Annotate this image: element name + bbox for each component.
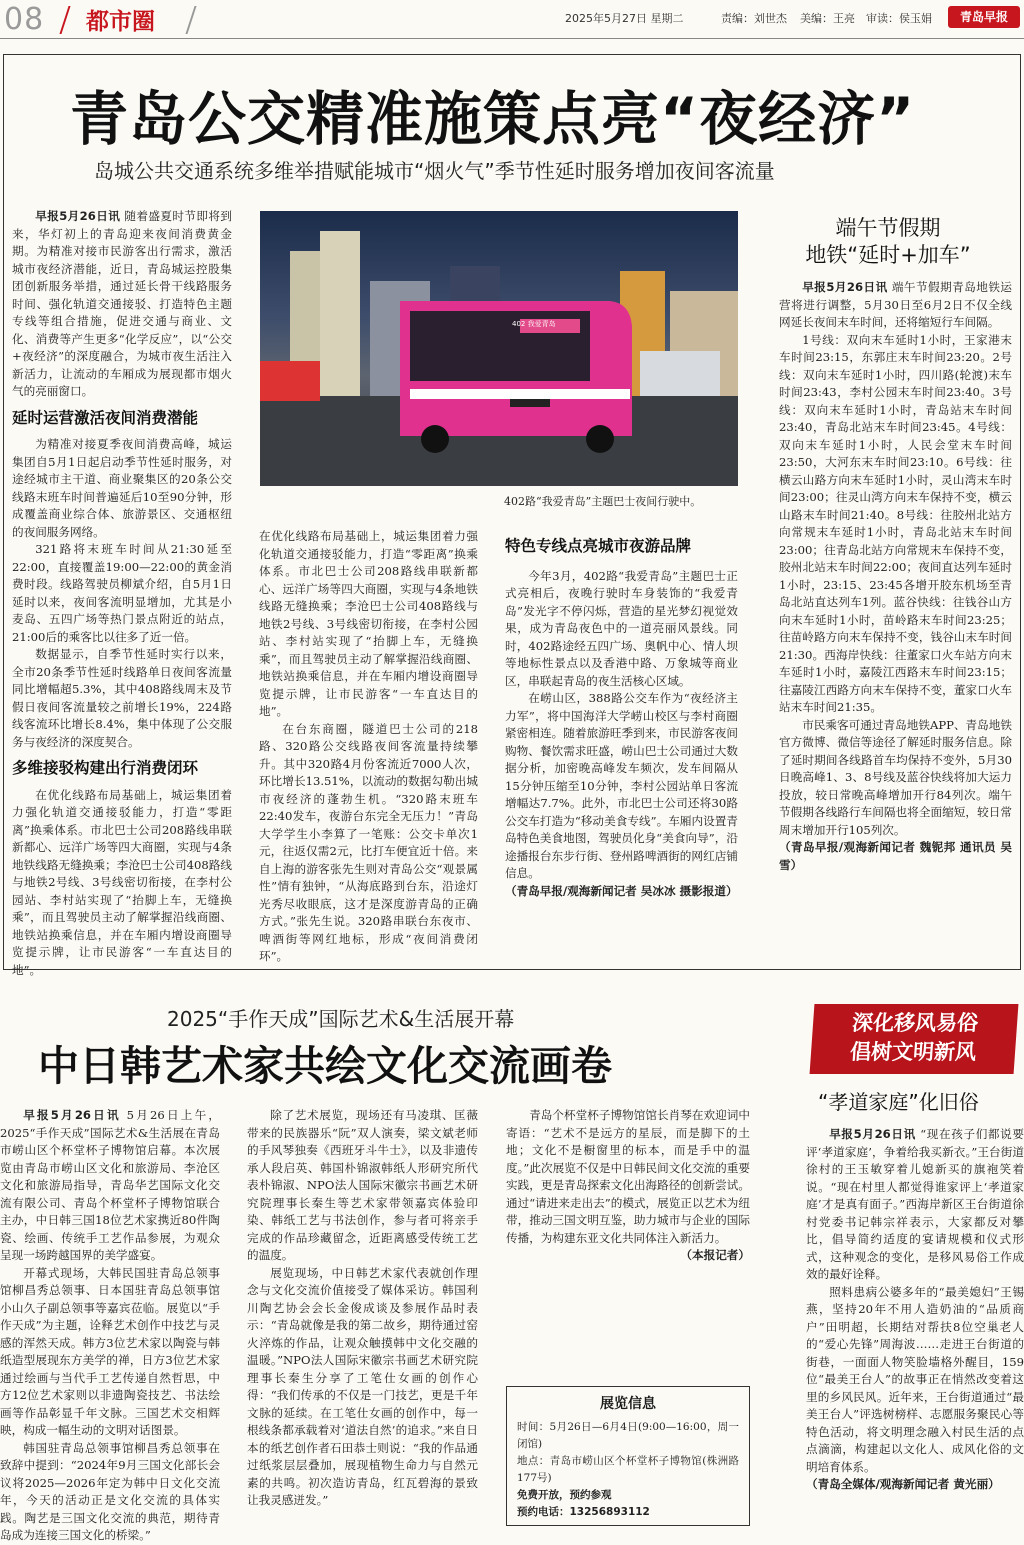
bus-photo-svg — [260, 211, 738, 486]
paragraph: 数据显示，自季节性延时实行以来，全市20条季节性延时线路单日夜间客流量同比增幅超5.3%，其中408路线周末及节假日夜间客流量较之前增长19%，224路线客流环比增长8.4%，集中体现了公交服务与夜经济的深度契合。 — [12, 647, 232, 749]
paragraph: 在优化线路布局基础上，城运集团着力强化轨道交通接驳能力，打造“零距离”换乘体系。市北巴士公司208路线串联新都心、远洋广场等四大商圈，实现与4条地铁线路无缝换乘；李沧巴士公司408路线与地铁2号线、3号线密切衔接，在李村公园站、李村站实现了“抬脚上车，无缝换乘”，而且驾驶员主动了解掌握沿线商圈、地铁站换乘信息，并在车厢内增设商圈导览提示牌，让市民游客“一车直达目的地”。 — [12, 787, 232, 977]
lead-paragraph: 端午节假期青岛地铁运营将进行调整，5月30日至6月2日不仅全线网延长夜间末车时间，还将缩短行车间隔。 — [779, 280, 1012, 329]
side1-title-line1: 端午节假期 — [835, 216, 941, 240]
paragraph: 开幕式现场，大韩民国驻青岛总领事馆柳昌秀总领事、日本国驻青岛总领事馆小山久子副总领事等嘉宾莅临。展览以“手作天成”为主题，诠释艺术创作中技艺与灵感的浑然天成。韩方3位艺术家以陶瓷与韩纸造型展现东方美学的禅，日方3位艺术家通过绘画与当代手工艺传递自然哲思，中方12位艺术家则以非遗陶瓷技艺、书法绘画等作品彰显千年文脉。三国艺术交相辉映，构成一幅生动的文明对话图景。 — [0, 1265, 220, 1437]
story1-column-2 — [259, 528, 478, 963]
paragraph: 今年3月，402路“我爱青岛”主题巴士正式亮相后，夜晚行驶时车身装饰的“我爱青岛”发光字不停闪烁，营造的星光梦幻视觉效果，成为青岛夜色中的一道亮丽风景线。同时，402路途经五四广场、奥帆中心、情人坝等地标性景点以及香港中路、万象城等商业区，串联起青岛的夜生活核心区域。 — [505, 568, 738, 688]
story1-column-1 — [12, 208, 233, 977]
story2-kicker: 2025“手作天成”国际艺术&生活展开幕 — [167, 1007, 515, 1031]
side1-body — [779, 279, 1012, 951]
bus-destination-screen: 402 我爱青岛 — [512, 320, 556, 328]
story2-column-3 — [506, 1107, 750, 1375]
paragraph: 青岛个杯堂杯子博物馆馆长肖琴在欢迎词中寄语：“艺术不是远方的星辰，而是脚下的土地；文化不是橱窗里的标本，而是手中的温度。”此次展览不仅是中日韩民间文化交流的重要实践，更是青岛探索文化出海路径的创新尝试。通过“请进来走出去”的模式，展览正以艺术为纽带，推动三国文明互鉴，助力城市与企业的国际传播，为构建东亚文化共同体注入新活力。 — [506, 1108, 750, 1245]
paragraph: 在崂山区，388路公交车作为“夜经济主力军”，将中国海洋大学崂山校区与李村商圈紧密相连。随着旅游旺季到来，市民游客夜间购物、餐饮需求旺盛，崂山巴士公司通过大数据分析，加密晚高峰发车频次，发车间隔从15分钟压缩至10分钟，李村公园站单日客流增幅达7.7%。此外，市北巴士公司还将30路公交车打造为“移动美食专线”。车厢内设置青岛特色美食地图，驾驶员化身“美食向导”，沿途播报台东步行街、登州路啤酒街的网红店铺信息。 — [505, 691, 738, 880]
info-phone: 预约电话：13256893112 — [517, 1506, 650, 1518]
info-title: 展览信息 — [600, 1396, 656, 1412]
paragraph: 市民乘客可通过青岛地铁APP、青岛地铁官方微博、微信等途径了解延时服务信息。除了延时期间各线路首车均保持不变外，5月30日晚高峰1、3、8号线及蓝谷快线将加大运力投放，较日常晚高峰增加开行84列次。端午节假期各线路行车间隔也将全面缩短，较日常周末增加开行105列次。 — [779, 717, 1012, 837]
lead-paragraph: “现在孩子们都说要评‘孝道家庭’，争着给我买新衣。”王台街道徐村的王玉敏穿着儿媳新买的旗袍笑着说。“现在村里人都觉得谁家评上‘孝道家庭’才是真有面子。”西海岸新区王台街道徐村党委书记韩宗祥表示，大家都反对攀比，倡导简约适度的宴请规模和仪式形式，这种观念的变化，是移风易俗工作成效的最好诠释。 — [806, 1127, 1024, 1281]
subheading: 延时运营激活夜间消费潜能 — [12, 408, 199, 427]
subheading: 多维接驳构建出行消费闭环 — [12, 759, 199, 777]
civility-banner — [810, 1004, 1019, 1074]
designer: 美编：王亮 — [800, 12, 855, 25]
exhibition-info-box — [506, 1386, 750, 1526]
lead-paragraph: 5月26日上午，2025“手作天成”国际艺术&生活展在青岛市崂山区个杯堂杯子博物馆启幕。本次展览由青岛市崂山区文化和旅游局、李沧区文化和旅游局指导，青岛华艺国际文化交流有限公司、青岛个杯堂杯子博物馆联合主办，中日韩三国18位艺术家携近80件陶瓷、绘画、传统手工艺作品参展，为观众呈现一场跨越国界的美学盛宴。 — [0, 1108, 220, 1262]
banner-line1: 深化移风易俗 — [851, 1011, 979, 1035]
side1-title-line2: 地铁“延时+加车” — [805, 243, 971, 267]
divider-slash — [59, 6, 70, 34]
banner-line2: 倡树文明新风 — [849, 1040, 977, 1064]
story1-column-3 — [505, 538, 738, 950]
byline: （青岛早报/观海新闻记者 魏铌邦 通讯员 吴雪） — [779, 840, 1012, 872]
paragraph: 韩国驻青岛总领事馆柳昌秀总领事在致辞中提到：“2024年9月三国文化部长会议将2025—2026年定为韩中日文化交流年，今天的活动正是文化交流的具体实践。陶艺是三国文化交流的典范，期待青岛成为连接三国文化的桥梁。” — [0, 1440, 220, 1542]
paragraph: 在优化线路布局基础上，城运集团着力强化轨道交通接驳能力，打造“零距离”换乘体系。市北巴士公司208路线串联新都心、远洋广场等四大商圈，实现与4条地铁线路无缝换乘；李沧巴士公司408路线与地铁2号线、3号线密切衔接，在李村公园站、李村站实现了“抬脚上车，无缝换乘”，而且驾驶员主动了解掌握沿线商圈、地铁站换乘信息，并在车厢内增设商圈导览提示牌，让市民游客“一车直达目的地”。 — [259, 529, 478, 718]
dateline: 早报5月26日讯 — [35, 209, 121, 223]
subheading: 特色专线点亮城市夜游品牌 — [505, 537, 692, 555]
paragraph: 321路将末班车时间从21:30延至22:00，直接覆盖19:00—22:00的黄金消费时段。线路驾驶员柳斌介绍，自5月1日延时以来，夜间客流明显增加，尤其是小麦岛、五四广场等热门景点附近的站点，21:00后的乘客比以往多了近一倍。 — [12, 542, 232, 644]
byline: （青岛早报/观海新闻记者 吴冰冰 摄影报道） — [505, 883, 738, 898]
byline: （本报记者） — [680, 1248, 750, 1262]
paragraph: 照料患病公婆多年的“最美媳妇”王锡燕，坚持20年不用人造奶油的“品质商户”田明超，长期结对帮扶8位空巢老人的“爱心先锋”周海波……走进王台街道的街巷，一面面人物笑脸墙格外醒目，159位“最美王台人”的故事正在悄然改变着这里的乡风民风。近年来，王台街道通过“最美王台人”评选树榜样、志愿服务聚民心等特色活动，将文明理念融入村民生活的点点滴滴，构建起以文化人、成风化俗的文明培育体系。 — [806, 1284, 1024, 1474]
paragraph: 在台东商圈，隧道巴士公司的218路、320路公交线路夜间客流量持续攀升。其中320路4月份客流近7000人次，环比增长13.51%，以流动的数据勾勒出城市夜经济的蓬勃生机。“320路末班车22:40发车，夜游台东完全无压力！”青岛大学学生小李算了一笔账：公交卡单次1元，往返仅需2元，比打车便宜近十倍。来自上海的游客张先生则对青岛公交“观景属性”情有独钟，“从海底路到台东，沿途灯光秀尽收眼底，这才是深度游青岛的正确方式。”张先生说。320路串联台东夜市、啤酒街等网红地标，形成“夜间消费闭环”。 — [259, 721, 478, 963]
dateline: 早报5月26日讯 — [802, 280, 888, 294]
lead-paragraph: 随着盛夏时节即将到来，华灯初上的青岛迎来夜间消费黄金期。为精准对接市民游客出行需求，激活城市夜经济潜能，近日，青岛城运控股集团创新服务举措，通过延长骨干线路服务时间、强化轨道交通接驳、打造特色主题专线等组合措施，促进交通与商业、文化、消费等产生更多“化学反应”，以“公交+夜经济”的深度融合，为城市夜生活注入新活力，让流动的车厢成为展现都市烟火气的亮丽窗口。 — [12, 209, 233, 398]
byline: （青岛全媒体/观海新闻记者 黄光丽） — [806, 1477, 1000, 1491]
story1-subhead: 岛城公共交通系统多维举措赋能城市“烟火气”季节性延时服务增加夜间客流量 — [94, 159, 775, 183]
paragraph: 1号线：双向末车延时1小时，王家港末车时间23:15，东郭庄末车时间23:20。2号线：双向末车延时1小时，四川路(轮渡)末车时间23:43，李村公园末车时间23:40。3号线：双向末车延时1小时，青岛站末车时间23:40，青岛北站末车时间23:45。4号线：双向末车延时1小时，人民会堂末车时间23:50，大河东末车时间23:10。6号线：往横云山路方向末车延时1小时，灵山湾末车时间23:00；往灵山湾方向末车保持不变，横云山路末车时间21:40。8号线：往胶州北站方向常规末车延时1小时，青岛北站末车时间23:00；往青岛北站方向常规末车保持不变，胶州北站末车时间22:00；夜间直达列车延时1小时，23:15、23:45各增开胶东机场至青岛北站直达列车1列。蓝谷快线：往钱谷山方向末车延时1小时，苗岭路末车时间23:25；往苗岭路方向末车保持不变，钱谷山末车时间21:30。西海岸快线：往董家口火车站方向末车延时1小时，嘉陵江西路末车时间23:15；往嘉陵江西路方向末车保持不变，董家口火车站末车时间21:35。 — [779, 332, 1012, 714]
proofreader: 审读：侯玉娟 — [866, 12, 932, 25]
paragraph: 展览现场，中日韩艺术家代表就创作理念与文化交流价值接受了媒体采访。韩国利川陶艺协会会长金俊成谈及参展作品时表示：“青岛就像是我的第二故乡，期待通过窑火淬炼的作品，让观众触摸韩中文化交融的温暖。”NPO法人国际宋徽宗书画艺术研究院理事长秦生分享了工笔仕女画的创作心得：“我们传承的不仅是一门技艺，更是千年文脉的延续。在工笔仕女画的创作中，每一根线条都承载着对‘道法自然’的追求。”来自日本的纸艺创作者石田恭士则说：“我的作品通过纸浆层层叠加，展现植物生命力与自然元素的共鸣。初次造访青岛，红瓦碧海的景致让我灵感迸发。” — [247, 1265, 478, 1507]
story2-headline: 中日韩艺术家共绘文化交流画卷 — [38, 1042, 612, 1090]
photo-caption: 402路“我爱青岛”主题巴士夜间行驶中。 — [504, 495, 702, 508]
story1-headline: 青岛公交精准施策点亮“夜经济” — [70, 85, 916, 153]
issue-date: 2025年5月27日 星期二 — [565, 12, 684, 25]
bus-photo — [260, 211, 738, 486]
info-place: 地点：青岛市崂山区个杯堂杯子博物馆(株洲路177号) — [517, 1455, 739, 1484]
paragraph: 除了艺术展览，现场还有马凌琪、匡薇带来的民族器乐“阮”双人演奏，梁文斌老师的手风琴独奏《西班牙斗牛士》，以及非遗传承人段启英、韩国朴锦淑韩纸人形研究所代表朴锦淑、NPO法人国际宋徽宗书画艺术研究院理事长秦生等艺术家带领嘉宾体验印染、韩纸工艺与书法创作，参与者可将亲手完成的作品珍藏留念，近距离感受传统工艺的温度。 — [247, 1108, 478, 1262]
story2-column-1 — [0, 1107, 220, 1542]
side2-title: “孝道家庭”化旧俗 — [818, 1090, 979, 1114]
info-time: 时间：5月26日—6月4日(9:00—16:00，周一闭馆) — [517, 1421, 739, 1450]
info-free: 免费开放，预约参观 — [517, 1489, 612, 1501]
editor: 责编：刘世杰 — [721, 12, 787, 25]
side1-title — [762, 215, 1014, 269]
section-name: 都市圈 — [86, 9, 155, 35]
masthead-rule — [0, 38, 1024, 39]
paragraph: 为精准对接夏季夜间消费高峰，城运集团自5月1日起启动季节性延时服务，对途经城市主干道、商业聚集区的20条公交线路末班车时间普遍延后10至90分钟，形成覆盖商业综合体、旅游景区、交通枢纽的夜间服务网络。 — [12, 437, 232, 539]
paper-logo: 青岛早报 — [948, 6, 1020, 28]
side2-body — [806, 1126, 1024, 1528]
dateline: 早报5月26日讯 — [829, 1127, 916, 1141]
dateline: 早报5月26日讯 — [23, 1108, 121, 1122]
story2-column-2 — [247, 1107, 478, 1527]
divider-slash — [185, 6, 196, 34]
page-number: 08 — [4, 2, 45, 37]
